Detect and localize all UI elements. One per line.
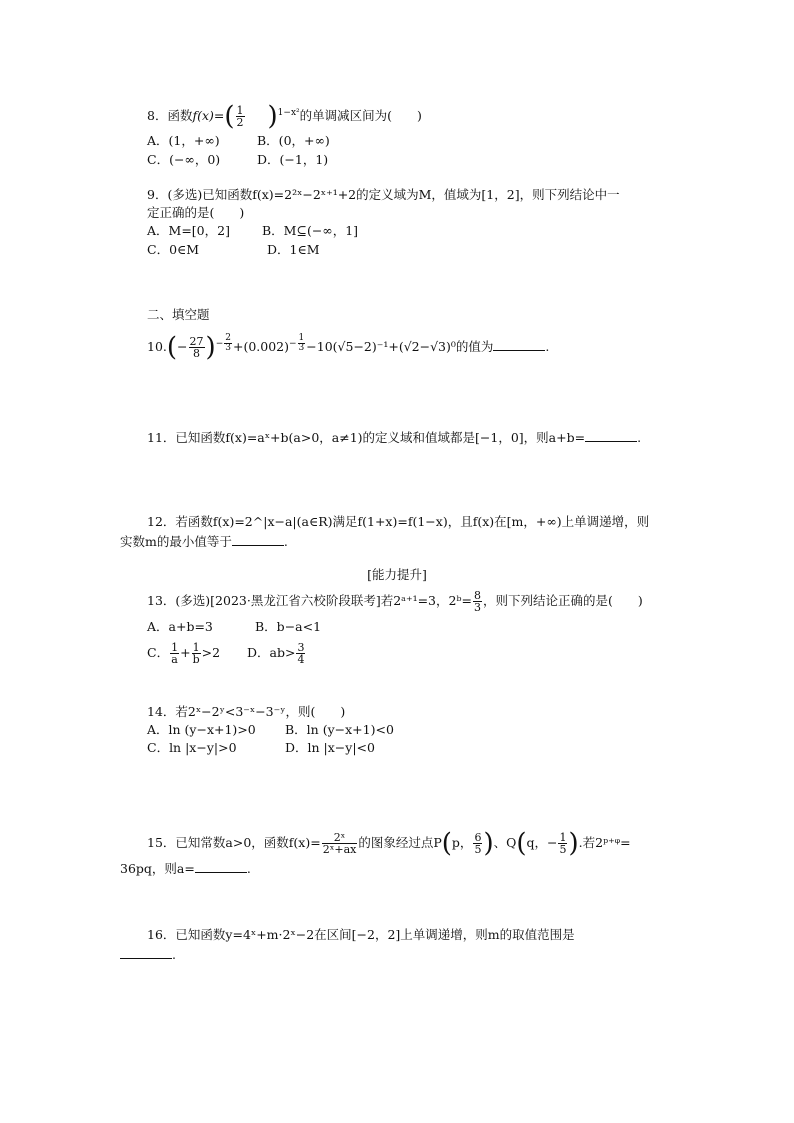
q8-options-row2: C．(−∞，0) D．(−1，1): [147, 152, 329, 167]
q10-answer-blank[interactable]: [493, 338, 545, 351]
q14-options-row1: A．ln (y−x+1)>0 B．ln (y−x+1)<0: [147, 722, 394, 737]
q13-options-row2: C． $\frac{1}{a}$ + $\frac{1}{b}$ >2 D．ab> $\frac{3}{4}$: [147, 641, 305, 666]
q11-answer-blank[interactable]: [585, 429, 637, 442]
q12-stem-line1: 12．若函数f(x)=2^|x−a|(a∈R)满足f(1+x)=f(1−x)，且f(x)在[m，+∞)上单调递增，则: [147, 514, 650, 529]
q9-options-row2: C．0∈M D．1∈M: [147, 242, 320, 257]
q14-stem: 14．若2ˣ−2ʸ<3⁻ˣ−3⁻ʸ，则( ): [147, 704, 346, 719]
section-fill-in-title: 二、填空题: [147, 307, 210, 322]
q9-options-row1: A．M=[0，2] B．M⊆(−∞，1]: [147, 223, 359, 238]
q15-stem-line2: 36pq，则a= .: [120, 861, 251, 876]
q15-answer-blank[interactable]: [195, 860, 247, 873]
q8-stem: 8．函数f(x)=( $\frac{1}{2}$ )$^{1-x^2}$的单调减区间为( ): [147, 101, 422, 132]
q11-stem: 11．已知函数f(x)=aˣ+b(a>0，a≠1)的定义域和值域都是[−1，0]，则a+b= .: [147, 430, 642, 445]
q15-stem-line1: 15．已知常数a>0，函数f(x)= $\frac{\text{2ˣ}}{\text{2ˣ+ax}}$ 的图象经过点P(p， $\frac{6}{5}$ )、Q(q，− $\frac{1}{5}$ ).若2ᵖ⁺ᵠ=: [147, 828, 631, 859]
q13-options-row1: A．a+b=3 B．b−a<1: [147, 619, 322, 634]
q16-stem-line1: 16．已知函数y=4ˣ+m·2ˣ−2在区间[−2，2]上单调递增，则m的取值范围是: [147, 927, 575, 942]
q9-stem-line2: 定正确的是( ): [147, 205, 245, 220]
q12-stem-line2: 实数m的最小值等于 .: [120, 534, 288, 549]
q12-answer-blank[interactable]: [232, 533, 284, 546]
q8-options-row1: A．(1，+∞) B．(0，+∞): [147, 133, 330, 148]
section-ability-title: [能力提升]: [367, 567, 427, 582]
q8-base-fraction: $\frac{1}{2}$: [236, 104, 244, 130]
q16-answer-blank[interactable]: [120, 946, 172, 959]
q10-stem: 10.(− $\frac{27}{8}$ )$^{- \frac{2}{3}}$ $+(0.002)^{- \frac{1}{3}}$ −10(√5−2)⁻¹+(√2−√3)⁰的值为 .: [147, 332, 550, 363]
q16-stem-line2: .: [120, 946, 176, 964]
q14-options-row2: C．ln |x−y|>0 D．ln |x−y|<0: [147, 740, 375, 755]
q13-stem: 13．(多选)[2023·黑龙江省六校阶段联考]若2ᵃ⁺¹=3，2ᵇ= $\frac{8}{3}$ ，则下列结论正确的是( ): [147, 589, 643, 614]
q9-stem-line1: 9．(多选)已知函数f(x)=2²ˣ−2ˣ⁺¹+2的定义域为M，值域为[1，2]，则下列结论中一: [147, 187, 620, 202]
